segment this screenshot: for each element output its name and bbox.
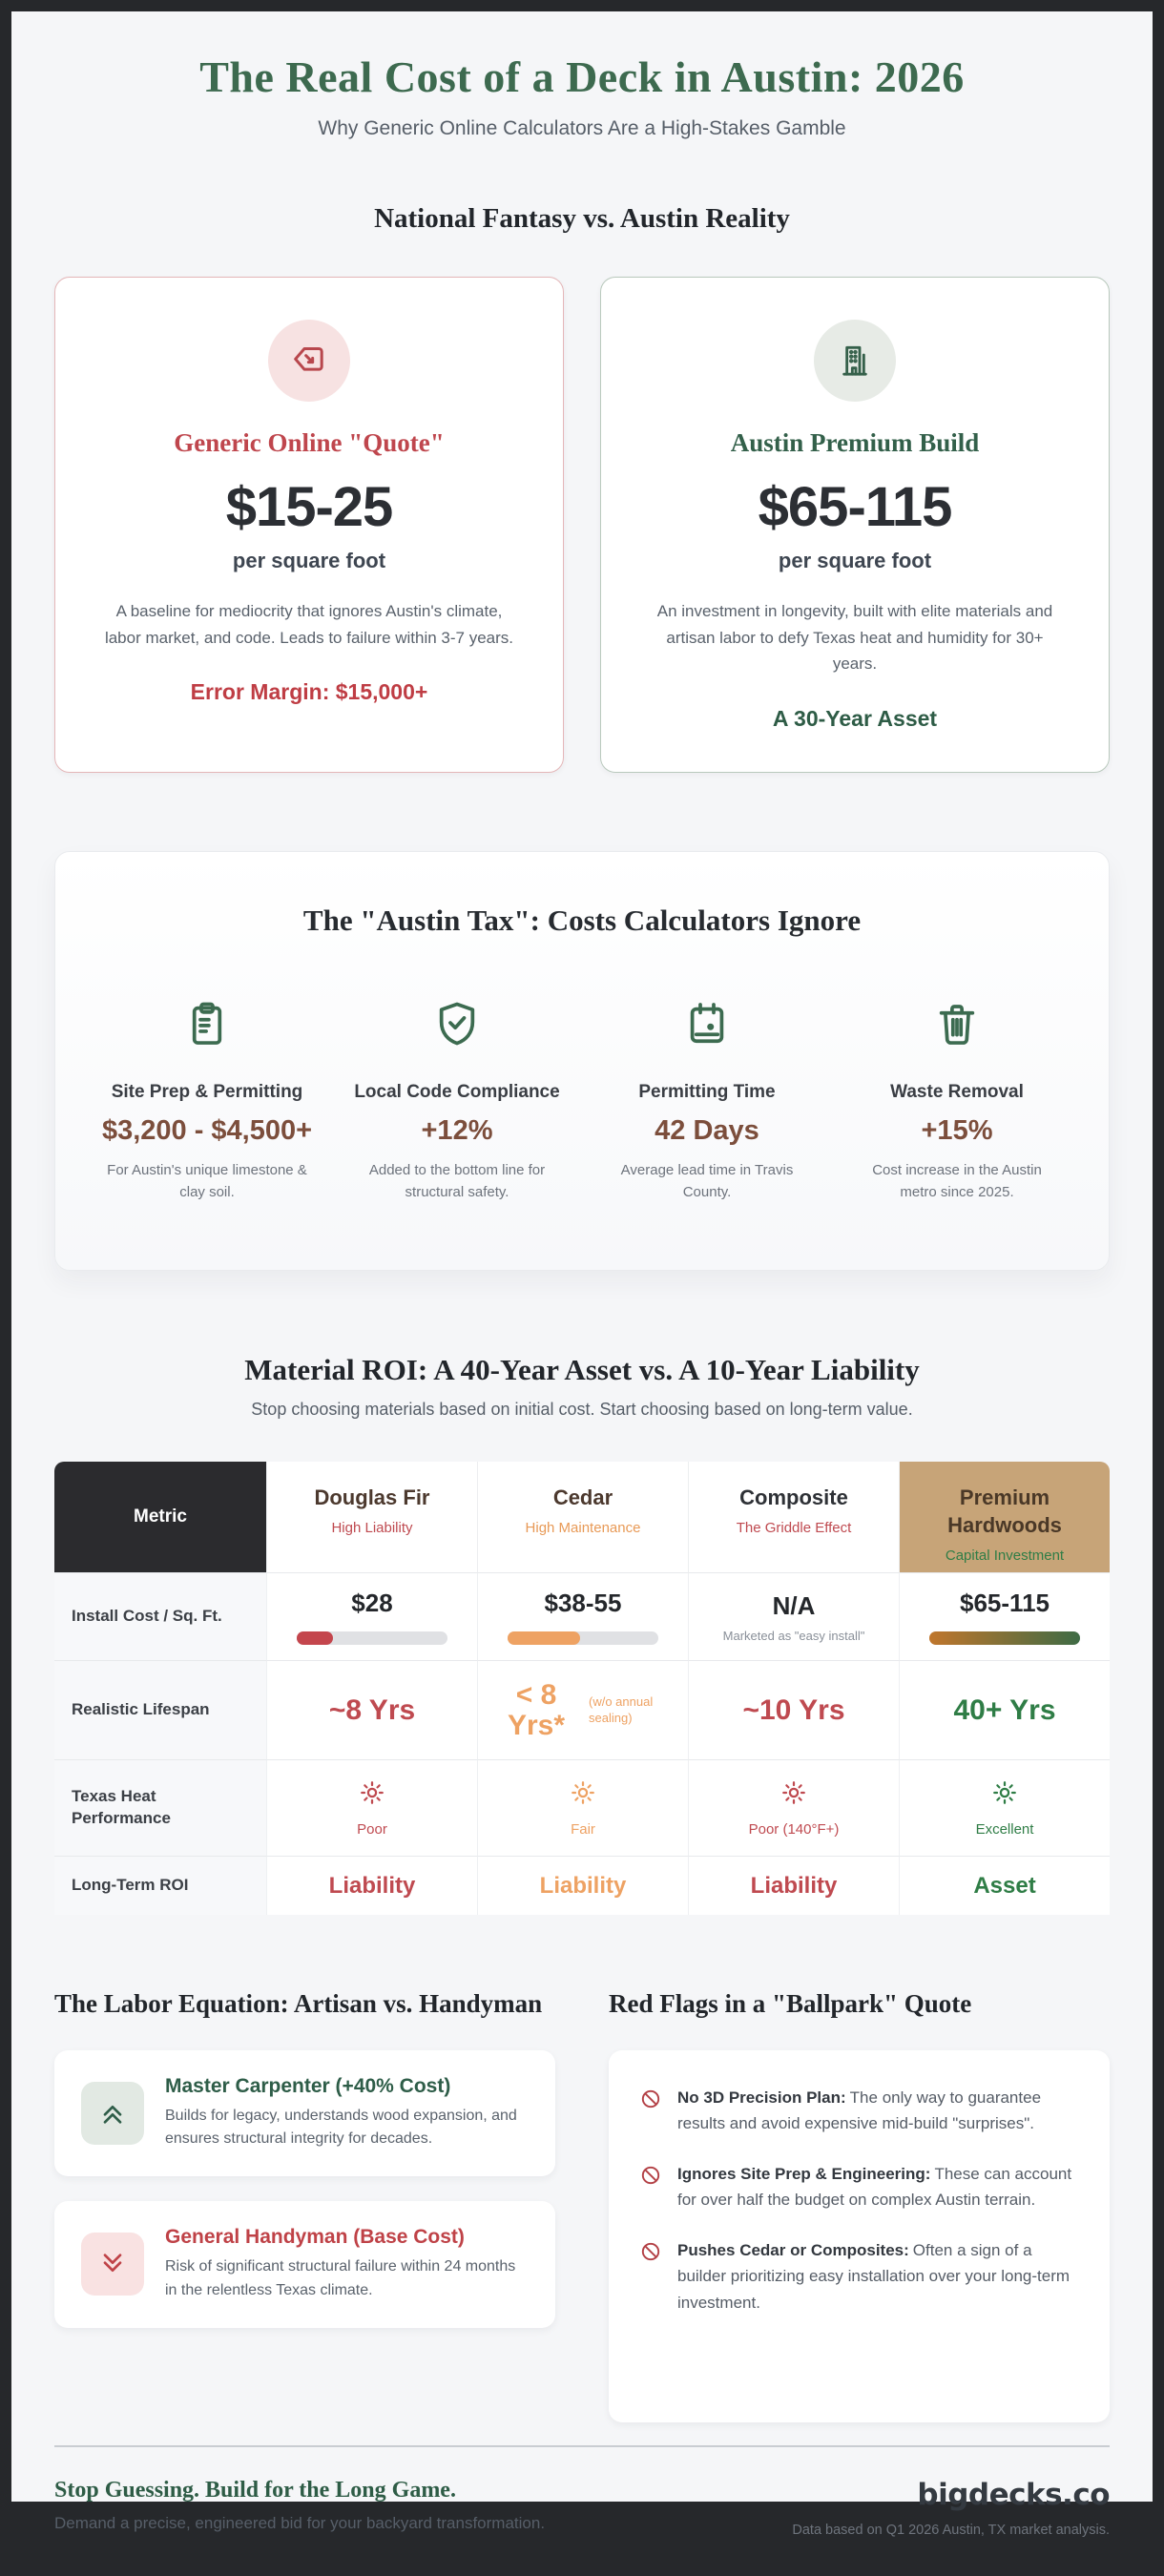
column-header-composite <box>688 1462 899 1572</box>
tax-item-title: Local Code Compliance <box>354 1081 560 1102</box>
row-label-install-cost: Install Cost / Sq. Ft. <box>54 1572 266 1660</box>
red-flag-lead: Pushes Cedar or Composites: <box>677 2241 909 2260</box>
roi-composite <box>688 1856 899 1915</box>
heat-composite <box>688 1759 899 1856</box>
red-flag-body: These can account for over half the budget on complex Austin terrain. <box>677 2164 1072 2210</box>
card-title: Generic Online "Quote" <box>174 428 445 457</box>
tax-item-title: Permitting Time <box>638 1081 776 1102</box>
heat-rating: Fair <box>571 1821 595 1839</box>
heat-cedar <box>477 1759 688 1856</box>
card-title: Austin Premium Build <box>730 428 980 457</box>
tax-item-value: 42 Days <box>655 1115 759 1147</box>
column-name: Composite <box>739 1485 848 1510</box>
bottom-section <box>54 1987 1110 2421</box>
data-source-note: Data based on Q1 2026 Austin, TX market analysis. <box>792 2522 1110 2538</box>
comparison-heading: National Fantasy vs. Austin Reality <box>374 203 790 234</box>
sun-icon <box>358 1778 386 1812</box>
lifespan-value: 40+ Yrs <box>953 1694 1056 1727</box>
footer-subline: Demand a precise, engineered bid for your backyard transformation. <box>54 2513 546 2532</box>
roi-value: Liability <box>539 1872 627 1899</box>
chevrons-down-icon <box>81 2233 144 2296</box>
tax-item-note: For Austin's unique limestone & clay soil. <box>107 1161 307 1201</box>
brand-logo: bigdecks.co <box>917 2477 1110 2512</box>
sun-icon <box>569 1778 597 1812</box>
heat-rating: Poor <box>357 1821 387 1839</box>
install-cost-composite <box>688 1572 899 1660</box>
tax-item-value: $3,200 - $4,500+ <box>101 1115 313 1147</box>
material-roi-section <box>54 1353 1110 1915</box>
red-flag-item <box>639 2161 1079 2212</box>
tax-item-note: Added to the bottom line for structural safety. <box>368 1161 546 1201</box>
column-tag: High Liability <box>331 1520 413 1537</box>
tax-item-note: Cost increase in the Austin metro since 2025. <box>872 1161 1042 1201</box>
footer-right <box>792 2478 1110 2538</box>
cost-bar <box>508 1631 658 1645</box>
red-flag-item <box>639 2237 1079 2316</box>
price-range: $15-25 <box>225 476 393 538</box>
red-flags-heading: Red Flags in a "Ballpark" Quote <box>609 1989 972 2019</box>
cost-bar <box>929 1631 1080 1645</box>
price-range: $65-115 <box>758 476 952 538</box>
tax-item-title: Site Prep & Permitting <box>111 1081 303 1102</box>
comparison-cards <box>54 277 1110 773</box>
footer-headline: Stop Guessing. Build for the Long Game. <box>54 2477 456 2503</box>
tax-item-value: +12% <box>421 1115 493 1147</box>
ban-icon <box>639 2237 662 2316</box>
asset-note: A 30-Year Asset <box>772 705 938 731</box>
lifespan-group <box>493 1680 673 1740</box>
tag-icon <box>268 320 350 402</box>
row-label-long-term-roi: Long-Term ROI <box>54 1856 266 1915</box>
footer-left <box>54 2478 545 2533</box>
install-cost-value: N/A <box>772 1590 816 1620</box>
price-unit: per square foot <box>778 549 932 572</box>
premium-build-card <box>600 277 1110 773</box>
heat-rating: Excellent <box>975 1821 1034 1839</box>
lifespan-note: (w/o annual sealing) <box>589 1694 654 1725</box>
red-flag-text <box>677 2085 1079 2136</box>
general-handyman-card <box>54 2201 555 2328</box>
tax-item-permitting-time <box>599 997 815 1204</box>
labor-card-text <box>165 2075 529 2152</box>
cost-bar-fill <box>929 1631 1080 1645</box>
generic-quote-card <box>54 277 564 773</box>
roi-premium <box>899 1856 1110 1915</box>
roi-value: Liability <box>328 1872 416 1899</box>
material-roi-heading: Material ROI: A 40-Year Asset vs. A 10-Year Liability <box>244 1353 920 1387</box>
ban-icon <box>639 2161 662 2212</box>
lifespan-premium <box>899 1660 1110 1759</box>
labor-card-title: General Handyman (Base Cost) <box>165 2226 465 2249</box>
tax-item-site-prep <box>99 997 315 1204</box>
price-unit: per square foot <box>232 549 386 572</box>
labor-card-body: Builds for legacy, understands wood expansion, and ensures structural integrity for decades. <box>165 2107 517 2148</box>
cost-bar-fill <box>508 1631 580 1645</box>
lifespan-value: < 8 Yrs* <box>507 1679 566 1741</box>
install-cost-value: $28 <box>351 1589 393 1618</box>
master-carpenter-card <box>54 2050 555 2177</box>
red-flag-lead: Ignores Site Prep & Engineering: <box>677 2164 931 2183</box>
red-flag-text <box>677 2161 1079 2212</box>
install-cost-cedar <box>477 1572 688 1660</box>
install-cost-note: Marketed as "easy install" <box>722 1628 865 1643</box>
roi-value: Asset <box>973 1872 1036 1899</box>
tax-item-value: +15% <box>921 1115 993 1147</box>
row-label-lifespan: Realistic Lifespan <box>54 1660 266 1759</box>
lifespan-douglas-fir <box>266 1660 477 1759</box>
red-flag-lead: No 3D Precision Plan: <box>677 2088 846 2107</box>
tax-item-code-compliance <box>349 997 565 1204</box>
building-icon <box>814 320 896 402</box>
red-flag-text <box>677 2237 1079 2316</box>
material-roi-subheading: Stop choosing materials based on initial cost. Start choosing based on long-term value. <box>251 1400 913 1420</box>
red-flags-column <box>609 1987 1110 2421</box>
cost-bar <box>297 1631 447 1645</box>
lifespan-value: ~8 Yrs <box>328 1694 416 1727</box>
lifespan-composite <box>688 1660 899 1759</box>
page-subtitle: Why Generic Online Calculators Are a High-Stakes Gamble <box>318 117 846 139</box>
chevrons-up-icon <box>81 2082 144 2145</box>
tax-item-waste-removal <box>849 997 1065 1204</box>
install-cost-value: $38-55 <box>544 1589 622 1618</box>
ban-icon <box>639 2085 662 2136</box>
roi-douglas-fir <box>266 1856 477 1915</box>
red-flag-body: Often a sign of a builder prioritizing easy installation over your long-term investment. <box>677 2241 1070 2312</box>
material-comparison-table <box>54 1462 1110 1915</box>
column-header-premium-hardwoods <box>899 1462 1110 1572</box>
column-tag: Capital Investment <box>945 1547 1065 1564</box>
trash-icon <box>930 1038 984 1054</box>
infographic-page <box>11 11 1153 2538</box>
labor-equation-column <box>54 1987 555 2421</box>
card-description: A baseline for mediocrity that ignores Austin's climate, labor market, and code. Leads to failure within 3-7 years. <box>104 602 514 647</box>
labor-card-text <box>165 2226 529 2303</box>
roi-cedar <box>477 1856 688 1915</box>
tax-item-note: Average lead time in Travis County. <box>620 1161 794 1201</box>
sun-icon <box>779 1778 808 1812</box>
heat-rating: Poor (140°F+) <box>748 1821 840 1839</box>
cost-bar-fill <box>297 1631 333 1645</box>
labor-card-body: Risk of significant structural failure within 24 months in the relentless Texas climate. <box>165 2258 516 2298</box>
heat-premium <box>899 1759 1110 1856</box>
card-description: An investment in longevity, built with elite materials and artisan labor to defy Texas heat and humidity for 30+ years. <box>656 602 1053 674</box>
column-name: Premium Hardwoods <box>947 1485 1062 1538</box>
sun-icon <box>990 1778 1019 1812</box>
tax-item-title: Waste Removal <box>890 1081 1024 1102</box>
labor-card-title: Master Carpenter (+40% Cost) <box>165 2074 451 2097</box>
red-flag-item <box>639 2085 1079 2136</box>
shield-check-icon <box>430 1038 484 1054</box>
column-header-cedar <box>477 1462 688 1572</box>
heat-douglas-fir <box>266 1759 477 1856</box>
clipboard-icon <box>180 1038 234 1054</box>
comparison-section <box>54 203 1110 773</box>
column-name: Cedar <box>552 1485 613 1510</box>
footer <box>54 2445 1110 2576</box>
column-tag: The Griddle Effect <box>736 1520 852 1537</box>
page-title: The Real Cost of a Deck in Austin: 2026 <box>199 52 965 101</box>
table-corner-cell: Metric <box>54 1462 266 1572</box>
red-flags-card <box>609 2050 1110 2422</box>
column-header-douglas-fir <box>266 1462 477 1572</box>
header <box>54 11 1110 140</box>
column-tag: High Maintenance <box>525 1520 641 1537</box>
austin-tax-heading: The "Austin Tax": Costs Calculators Ignore <box>302 903 862 937</box>
error-margin-note: Error Margin: $15,000+ <box>190 679 428 705</box>
column-name: Douglas Fir <box>314 1485 430 1510</box>
red-flag-body: The only way to guarantee results and avoid expensive mid-build "surprises". <box>677 2088 1042 2132</box>
roi-value: Liability <box>750 1872 838 1899</box>
row-label-heat-performance: Texas Heat Performance <box>54 1759 266 1856</box>
austin-tax-section <box>54 851 1110 1272</box>
labor-heading: The Labor Equation: Artisan vs. Handyman <box>54 1989 543 2019</box>
install-cost-premium <box>899 1572 1110 1660</box>
install-cost-value: $65-115 <box>960 1589 1050 1618</box>
calendar-icon <box>680 1038 734 1054</box>
austin-tax-grid <box>99 997 1065 1204</box>
lifespan-cedar <box>477 1660 688 1759</box>
install-cost-douglas-fir <box>266 1572 477 1660</box>
lifespan-value: ~10 Yrs <box>742 1694 845 1727</box>
